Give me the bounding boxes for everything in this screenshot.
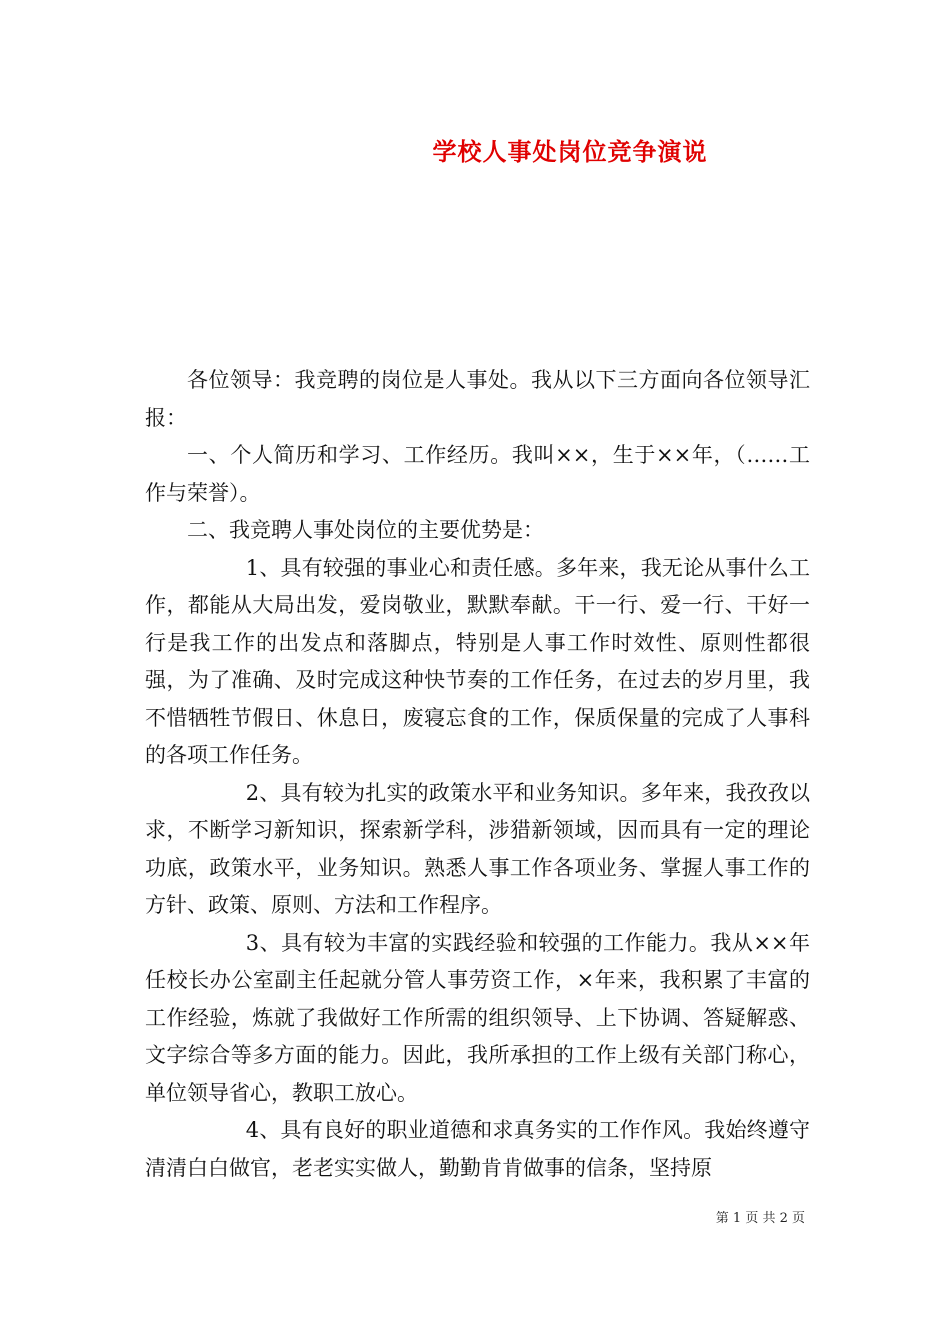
paragraph-point-4: 4、具有良好的职业道德和求真务实的工作作风。我始终遵守清清白白做官，老老实实做人，勤勤肯肯做事的信条，坚持原 (145, 1118, 810, 1180)
paragraph-point-2: 2、具有较为扎实的政策水平和业务知识。多年来，我孜孜以求，不断学习新知识，探索新学科，涉猎新领域，因而具有一定的理论功底，政策水平，业务知识。熟悉人事工作各项业务、掌握人事工作的方针、政策、原则、方法和工作程序。 (145, 780, 810, 917)
document-body (145, 362, 810, 1187)
paragraph-greeting: 各位领导：我竞聘的岗位是人事处。我从以下三方面向各位领导汇报： (145, 368, 810, 430)
paragraph-section-2: 二、我竞聘人事处岗位的主要优势是： (187, 518, 544, 542)
document-title: 学校人事处岗位竞争演说 (432, 137, 708, 166)
paragraph-point-1: 1、具有较强的事业心和责任感。多年来，我无论从事什么工作，都能从大局出发，爱岗敬业，默默奉献。干一行、爱一行、干好一行是我工作的出发点和落脚点，特别是人事工作时效性、原则性都很强，为了准确、及时完成这种快节奏的工作任务，在过去的岁月里，我不惜牺牲节假日、休息日，废寝忘食的工作，保质保量的完成了人事科的各项工作任务。 (145, 555, 810, 767)
paragraph-section-1: 一、个人简历和学习、工作经历。我叫××，生于××年，（……工作与荣誉）。 (145, 443, 810, 505)
paragraph-point-3: 3、具有较为丰富的实践经验和较强的工作能力。我从××年任校长办公室副主任起就分管人事劳资工作，×年来，我积累了丰富的工作经验，炼就了我做好工作所需的组织领导、上下协调、答疑解惑、文字综合等多方面的能力。因此，我所承担的工作上级有关部门称心，单位领导省心，教职工放心。 (145, 930, 810, 1105)
page-number-footer: 第 1 页 共 2 页 (715, 1211, 805, 1226)
